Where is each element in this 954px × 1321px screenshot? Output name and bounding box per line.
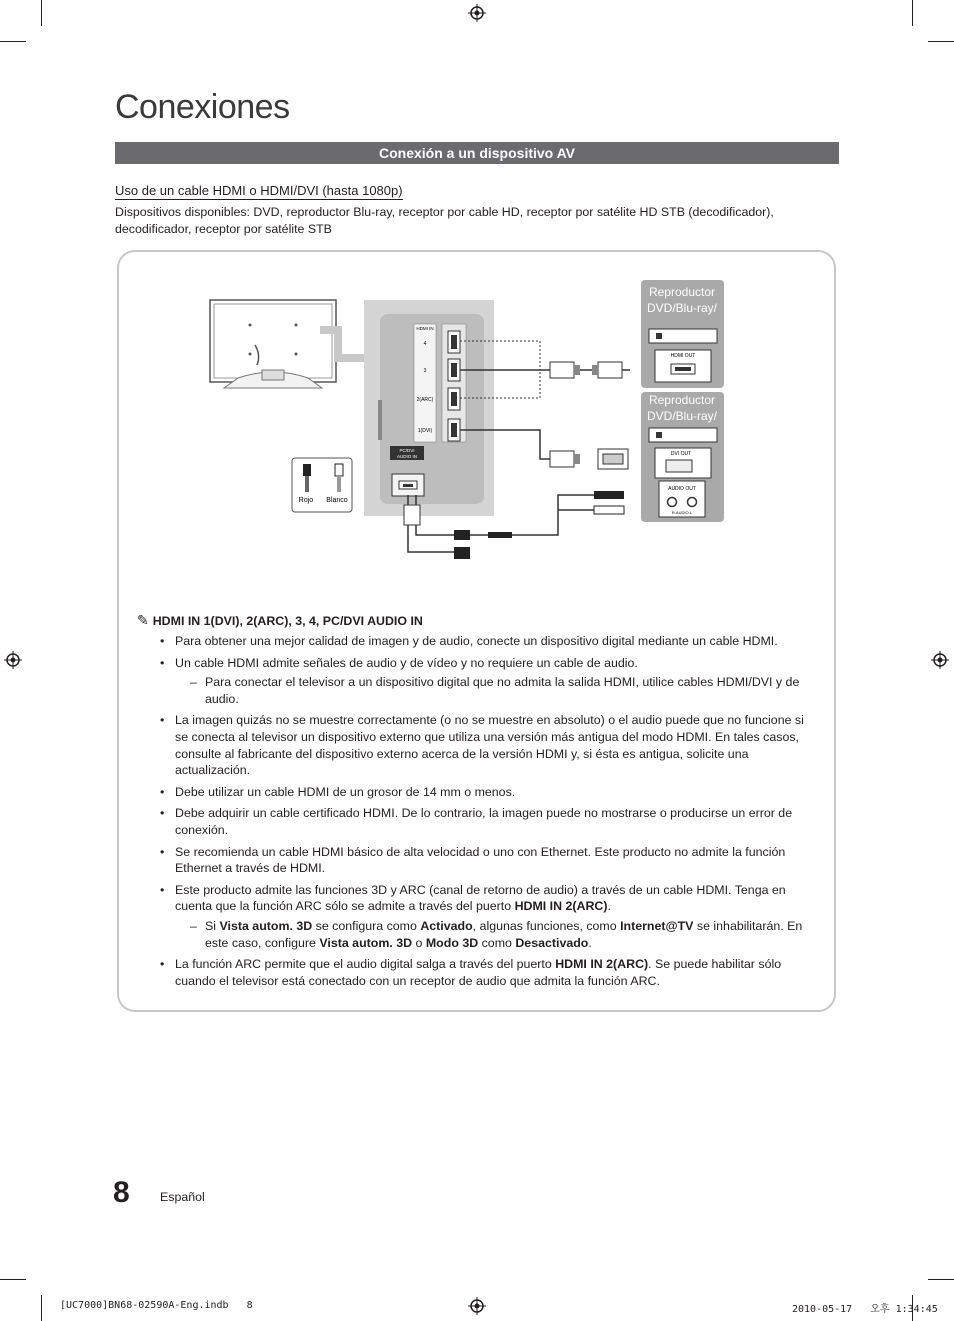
list-item: • Para obtener una mejor calidad de imagen y de audio, conecte un dispositivo digital mediante un cable HDMI. <box>160 633 820 650</box>
list-item: • Se recomienda un cable HDMI básico de alta velocidad o uno con Ethernet. Este producto no admite la función Ethernet a través de HDMI. <box>160 844 820 877</box>
registration-mark-icon <box>4 651 22 669</box>
list-item: • Debe utilizar un cable HDMI de un grosor de 14 mm o menos. <box>160 784 820 801</box>
intro-paragraph: Dispositivos disponibles: DVD, reproductor Blu-ray, receptor por cable HD, receptor por satélite HD STB (decodificador), decodificador, receptor por satélite STB <box>115 205 774 236</box>
crop-mark <box>928 41 954 42</box>
svg-text:HDMI OUT: HDMI OUT <box>670 353 696 359</box>
hdmi-in-label: HDMI IN <box>416 326 434 331</box>
sub-list-item: – Para conectar el televisor a un dispositivo digital que no admita la salida HDMI, utilice cables HDMI/DVI y de audio. <box>175 674 820 707</box>
language-label: Español <box>160 1190 205 1204</box>
svg-text:DVD/Blu-ray/: DVD/Blu-ray/ <box>646 301 718 315</box>
list-item: • Un cable HDMI admite señales de audio y de vídeo y no requiere un cable de audio. – Para conectar el televisor a un dispositivo digital que no admita la salida HDMI, utilice cables HDMI/DVI y de audio. <box>160 655 820 708</box>
page-number: 8 <box>113 1176 130 1209</box>
white-cable-label: Blanco <box>326 497 348 504</box>
print-slug-date: 2010-05-17 오후 1:34:45 <box>792 1304 938 1315</box>
device-2-dvi-player <box>641 392 724 522</box>
print-slug-file: [UC7000]BN68-02590A-Eng.indb 8 <box>60 1300 253 1311</box>
registration-mark-icon <box>468 1297 486 1315</box>
subheading: Uso de un cable HDMI o HDMI/DVI (hasta 1080p) <box>115 183 403 198</box>
svg-text:AUDIO IN: AUDIO IN <box>396 454 418 459</box>
svg-text:PC/DVI: PC/DVI <box>399 448 415 453</box>
hdmi-port-2 <box>448 388 460 410</box>
page-title: Conexiones <box>115 88 290 126</box>
svg-text:R-AUDIO-L: R-AUDIO-L <box>671 510 693 515</box>
list-item: • Este producto admite las funciones 3D y ARC (canal de retorno de audio) a través de un cable HDMI. Tenga en cuenta que la función ARC sólo se admite a través del puerto HDMI IN 2(ARC). – Si Vista autom. 3D se configura como Activado, algunas funciones, como Internet@TV se inhabilitarán. En este caso, configure Vista autom. 3D o Modo 3D como Desactivado. <box>160 882 820 951</box>
tv-connector-panel <box>364 300 494 516</box>
device-1-hdmi-player <box>641 280 724 388</box>
red-cable-label: Rojo <box>298 497 314 504</box>
list-item: • La imagen quizás no se muestre correctamente (o no se muestre en absoluto) o el audio puede que no funcione si se conecta al televisor un dispositivo externo que utiliza una versión más antigua del modo HDMI. En tales casos, consulte al fabricante del dispositivo externo acerca de la versión HDMI y, si ésta es antigua, solicite una actualización. <box>160 712 820 778</box>
list-item: • La función ARC permite que el audio digital salga a través del puerto HDMI IN 2(ARC). Se puede habilitar sólo cuando el televisor está conectado con un receptor de audio que admita la función ARC. <box>160 956 820 989</box>
crop-mark <box>928 1279 954 1280</box>
registration-mark-icon <box>468 4 486 22</box>
crop-mark <box>41 1295 42 1321</box>
note-heading: ✎ HDMI IN 1(DVI), 2(ARC), 3, 4, PC/DVI AUDIO IN <box>137 612 423 628</box>
rca-cable-legend <box>292 458 352 512</box>
registration-mark-icon <box>931 651 949 669</box>
hdmi-port-1 <box>448 419 460 441</box>
svg-text:DVI OUT: DVI OUT <box>670 451 692 457</box>
svg-text:AUDIO OUT: AUDIO OUT <box>668 486 696 492</box>
hdmi-port-4 <box>448 331 460 353</box>
crop-mark <box>0 1279 26 1280</box>
svg-text:Reproductor: Reproductor <box>648 285 716 299</box>
crop-mark <box>912 0 913 26</box>
pencil-note-icon: ✎ <box>137 612 149 628</box>
svg-text:Reproductor: Reproductor <box>648 393 716 407</box>
crop-mark <box>41 0 42 26</box>
notes-list <box>160 633 820 994</box>
hdmi-port-3 <box>448 359 460 381</box>
svg-text:DVD/Blu-ray/: DVD/Blu-ray/ <box>646 409 718 423</box>
connection-diagram <box>195 278 735 578</box>
list-item: • Debe adquirir un cable certificado HDMI. De lo contrario, la imagen puede no mostrarse o producirse un error de conexión. <box>160 805 820 838</box>
svg-text:2(ARC): 2(ARC) <box>416 397 434 403</box>
section-title-bar: Conexión a un dispositivo AV <box>115 142 839 164</box>
svg-text:3: 3 <box>423 368 427 374</box>
crop-mark <box>0 41 26 42</box>
tv-rear-illustration <box>210 300 364 388</box>
sub-list-item: – Si Vista autom. 3D se configura como Activado, algunas funciones, como Internet@TV se inhabilitarán. En este caso, configure Vista autom. 3D o Modo 3D como Desactivado. <box>175 918 820 951</box>
svg-text:1(DVI): 1(DVI) <box>417 428 433 434</box>
svg-text:4: 4 <box>423 341 427 347</box>
